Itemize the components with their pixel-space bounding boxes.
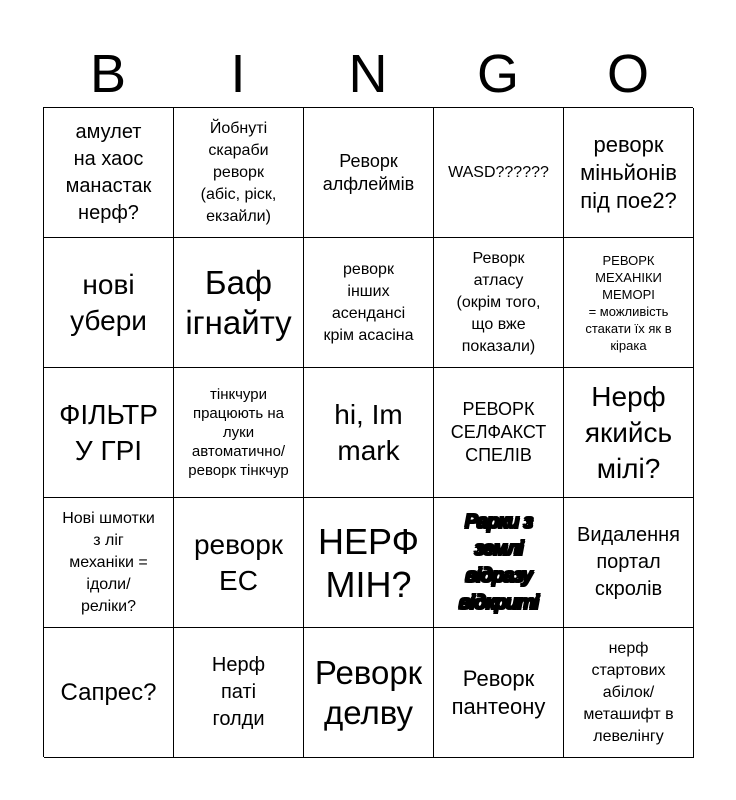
header-letter-b: B <box>89 44 127 104</box>
bingo-cell[interactable]: нові убери <box>44 238 174 368</box>
bingo-cell[interactable]: Реворк пантеону <box>434 628 564 758</box>
header-letter-o: O <box>606 44 649 104</box>
bingo-cell[interactable]: реворк інших асендансі крім асасіна <box>304 238 434 368</box>
header-letter-n: N <box>348 44 388 104</box>
bingo-cell[interactable]: Нерф якийсь мілі? <box>564 368 694 498</box>
bingo-header <box>43 40 693 108</box>
bingo-cell[interactable]: нерф стартових абілок/ меташифт в левелінгу <box>564 628 694 758</box>
bingo-cell[interactable]: Йобнуті скараби реворк (абіс, ріск, екзайли) <box>174 108 304 238</box>
bingo-cell[interactable]: РЕВОРК СЕЛФАКСТ СПЕЛІВ <box>434 368 564 498</box>
header-letter-g: G <box>476 44 519 104</box>
header-letter-i: I <box>230 44 246 104</box>
bingo-cell[interactable]: Реворк алфлеймів <box>304 108 434 238</box>
bingo-cell[interactable]: реворк ЕС <box>174 498 304 628</box>
bingo-cell[interactable]: Реворк делву <box>304 628 434 758</box>
bingo-cell[interactable]: Видалення портал скролів <box>564 498 694 628</box>
bingo-cell[interactable]: реворк міньйонів під пое2? <box>564 108 694 238</box>
bingo-cell[interactable]: ФІЛЬТР У ГРІ <box>44 368 174 498</box>
bingo-cell[interactable]: Сапрес? <box>44 628 174 758</box>
bingo-cell[interactable]: Нерф паті голди <box>174 628 304 758</box>
bingo-cell[interactable]: Нові шмотки з ліг механіки = ідоли/ реліки? <box>44 498 174 628</box>
bingo-cell[interactable]: hi, Im mark <box>304 368 434 498</box>
bingo-cell[interactable]: Рарки з землі відразу відкриті <box>434 498 564 628</box>
bingo-cell[interactable]: тінкчури працюють на луки автоматично/ реворк тінкчур <box>174 368 304 498</box>
bingo-cell[interactable]: Баф ігнайту <box>174 238 304 368</box>
bingo-cell[interactable]: Реворк атласу (окрім того, що вже показали) <box>434 238 564 368</box>
bingo-cell[interactable]: WASD?????? <box>434 108 564 238</box>
bingo-cell[interactable]: амулет на хаос манастак нерф? <box>44 108 174 238</box>
bingo-cell[interactable]: РЕВОРК МЕХАНІКИ МЕМОРІ = можливість стакати їх як в кірака <box>564 238 694 368</box>
bingo-cell[interactable]: НЕРФ МІН? <box>304 498 434 628</box>
bingo-board <box>43 107 693 757</box>
